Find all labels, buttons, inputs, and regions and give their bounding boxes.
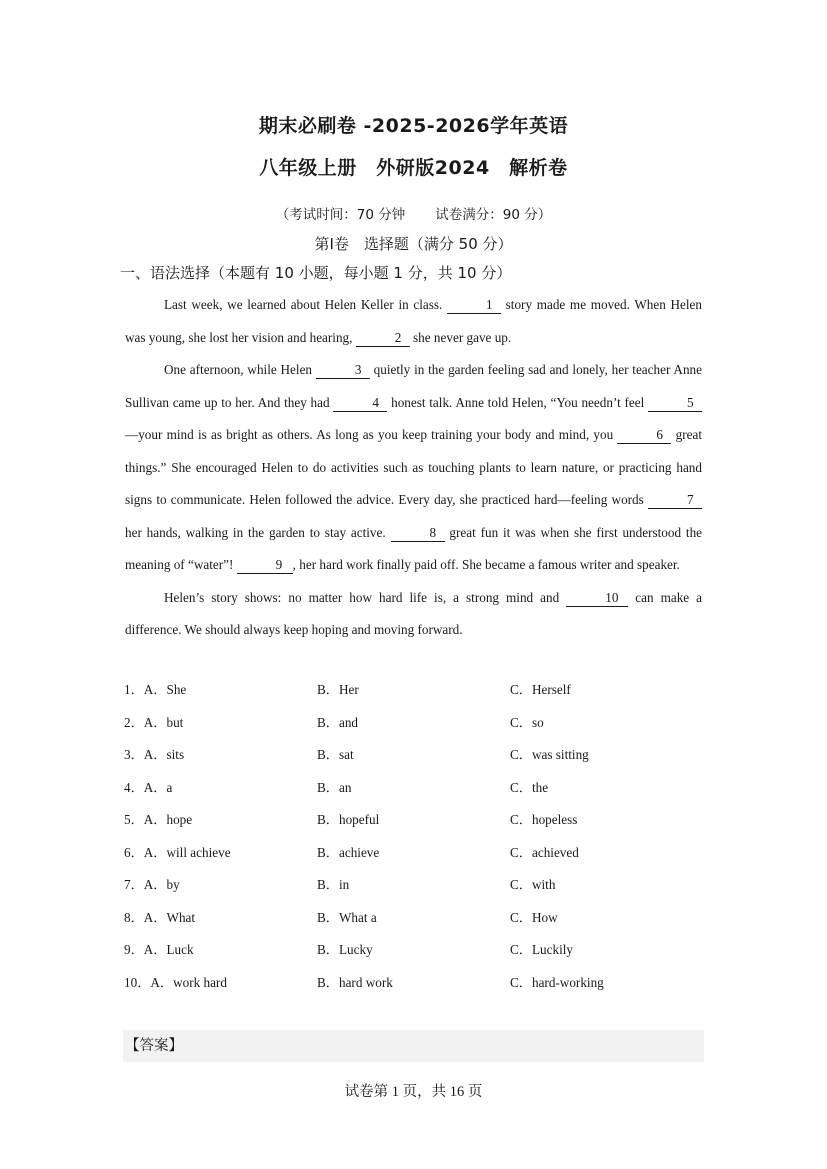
option-row	[124, 972, 724, 1005]
option-b[interactable]: B．What a	[317, 909, 377, 925]
blank-4[interactable]: 4	[333, 395, 387, 412]
option-a[interactable]: 1．A．She	[124, 682, 187, 697]
paragraph-3: Helen’s story shows: no matter how hard life is, a strong mind and 10 can make a difference. We should always keep hoping and moving forward.	[125, 589, 703, 637]
option-row	[124, 907, 724, 940]
option-a[interactable]: 7．A．by	[124, 877, 180, 892]
option-a[interactable]: 9．A．Luck	[124, 942, 194, 957]
option-b[interactable]: B．an	[317, 779, 352, 795]
paragraph-2: One afternoon, while Helen 3 quietly in the garden feeling sad and lonely, her teacher Anne Sullivan came up to her. And they had 4 honest talk. Anne told Helen, “You needn’t feel 5—your mind is as bright as others. As long as you keep training your body and mind, you 6 great things.” She encouraged Helen to do activities such as touching plants to learn nature, or practicing hand signs to communicate. Helen followed the advice. Every day, she practiced hard—feeling words 7 her hands, walking in the garden to stay active. 8 great fun it was when she first understood the meaning of “water”! 9 , her hard work finally paid off. She became a famous writer and speaker.	[125, 362, 703, 572]
page-footer: 试卷第 1 页，共 16 页	[344, 1084, 483, 1100]
blank-10[interactable]: 10	[566, 590, 628, 607]
option-c[interactable]: C．How	[510, 909, 558, 925]
option-row	[124, 842, 724, 875]
option-b[interactable]: B．Lucky	[317, 942, 373, 957]
answer-label: 【答案】	[125, 1038, 183, 1054]
section-title: 一、语法选择（本题有 10 小题，每小题 1 分，共 10 分）	[120, 264, 512, 282]
option-row	[124, 712, 724, 745]
option-c[interactable]: C．so	[510, 714, 544, 730]
paragraph-1: Last week, we learned about Helen Keller in class. 1 story made me moved. When Helen was young, she lost her vision and hearing, 2 she never gave up.	[125, 297, 702, 345]
option-a[interactable]: 4．A．a	[124, 779, 173, 795]
option-c[interactable]: C．with	[510, 877, 556, 892]
option-row	[124, 939, 724, 972]
option-c[interactable]: C．Luckily	[510, 942, 574, 957]
option-row	[124, 679, 724, 712]
answer-section	[123, 1030, 704, 1062]
option-row	[124, 777, 724, 810]
title-line-1: 期末必刷卷 -2025-2026学年英语	[258, 115, 569, 137]
blank-6[interactable]: 6	[617, 427, 671, 444]
blank-1[interactable]: 1	[447, 297, 501, 314]
option-a[interactable]: 10．A．work hard	[124, 974, 227, 990]
option-c[interactable]: C．Herself	[510, 682, 571, 697]
option-a[interactable]: 3．A．sits	[124, 747, 185, 762]
option-b[interactable]: B．in	[317, 877, 350, 892]
option-b[interactable]: B．sat	[317, 747, 354, 762]
blank-8[interactable]: 8	[391, 525, 445, 542]
option-a[interactable]: 6．A．will achieve	[124, 844, 231, 860]
option-c[interactable]: C．achieved	[510, 844, 579, 860]
option-a[interactable]: 5．A．hope	[124, 812, 193, 827]
option-b[interactable]: B．achieve	[317, 844, 380, 860]
option-b[interactable]: B．Her	[317, 682, 359, 697]
option-c[interactable]: C．hopeless	[510, 812, 578, 827]
exam-time: （考试时间：70 分钟	[275, 207, 406, 223]
blank-3[interactable]: 3	[316, 362, 370, 379]
full-score: 试卷满分：90 分）	[435, 207, 552, 223]
option-c[interactable]: C．hard-working	[510, 974, 604, 990]
part-title: 第Ⅰ卷 选择题（满分 50 分）	[314, 235, 513, 253]
blank-9[interactable]: 9	[237, 557, 293, 574]
blank-2[interactable]: 2	[356, 330, 410, 347]
option-a[interactable]: 2．A．but	[124, 714, 184, 730]
option-row	[124, 744, 724, 777]
blank-5[interactable]: 5	[648, 395, 702, 412]
title-line-2: 八年级上册 外研版2024 解析卷	[259, 157, 568, 179]
option-b[interactable]: B．hard work	[317, 974, 393, 990]
option-row	[124, 809, 724, 842]
cloze-passage	[125, 289, 702, 647]
blank-7[interactable]: 7	[648, 492, 702, 509]
option-c[interactable]: C．the	[510, 779, 549, 795]
option-b[interactable]: B．and	[317, 714, 359, 730]
option-c[interactable]: C．was sitting	[510, 747, 589, 762]
exam-info	[0, 203, 827, 223]
option-b[interactable]: B．hopeful	[317, 812, 380, 827]
option-a[interactable]: 8．A．What	[124, 909, 196, 925]
options-list	[124, 679, 724, 1004]
option-row	[124, 874, 724, 907]
